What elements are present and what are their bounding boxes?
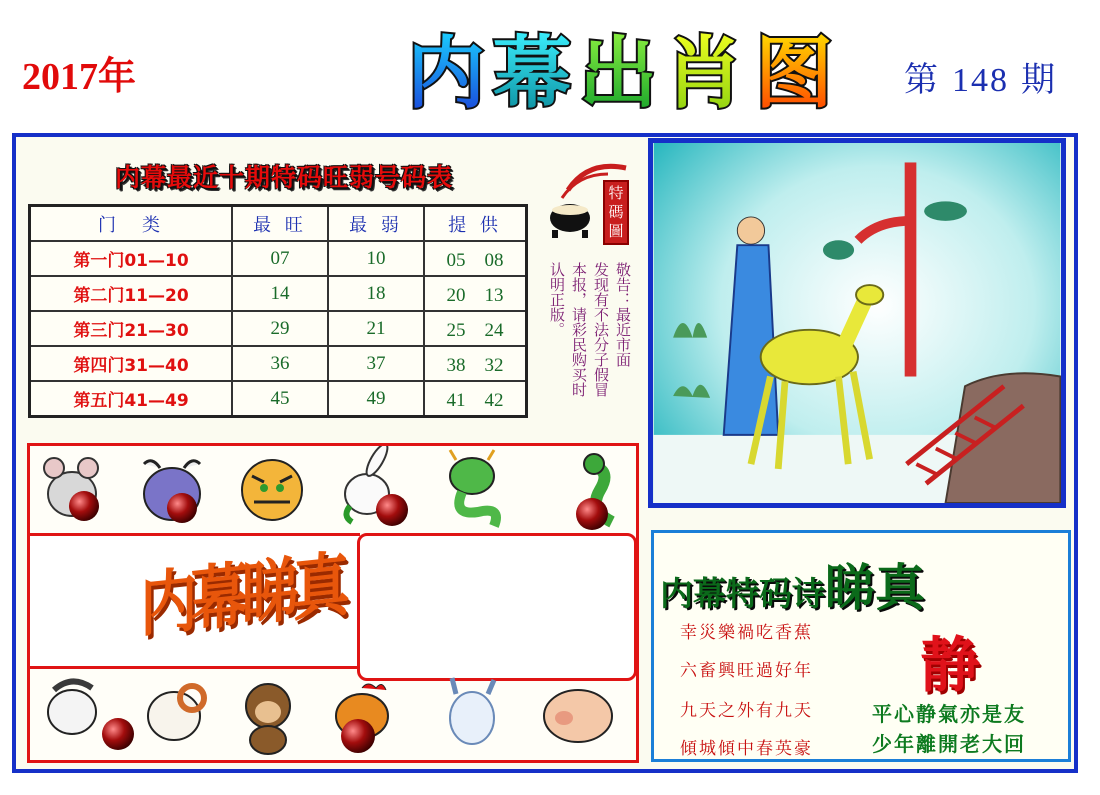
table-row [30, 241, 527, 276]
tiger-icon [242, 460, 302, 520]
verse-line: 平心静氣亦是友 [872, 702, 1026, 726]
hot-value: 07 [232, 241, 328, 276]
poem-title-small: 内幕特码诗 [660, 574, 825, 613]
poem-line: 幸災樂禍吃香蕉 [680, 623, 813, 643]
hot-value: 29 [232, 311, 328, 346]
scene-illustration [648, 138, 1066, 508]
issue-label [898, 52, 1063, 101]
cold-value: 18 [328, 276, 424, 311]
horse-icon [48, 681, 134, 750]
table-row [30, 381, 527, 417]
table-row [30, 311, 527, 346]
cold-value: 10 [328, 241, 424, 276]
poem-title-big: 睇真 [825, 559, 925, 617]
table-title: 内幕最近十期特码旺弱号码表 [115, 163, 454, 192]
notice-col-1: 敬告：最近市面 [614, 262, 632, 367]
dragon-icon [450, 450, 496, 526]
poem-line: 六畜興旺過好年 [680, 661, 813, 681]
notice-col-4: 认明正版。 [548, 262, 566, 337]
cold-value: 37 [328, 346, 424, 381]
door-label: 第五门41—49 [30, 381, 233, 417]
issue-prefix: 第 [904, 62, 940, 99]
hot-value: 14 [232, 276, 328, 311]
provide-value: 41 42 [424, 381, 527, 417]
zodiac-bottom-row [32, 672, 636, 760]
door-label: 第二门11—20 [30, 276, 233, 311]
year-label: 2017年 [22, 56, 137, 98]
stamp-label: 特碼圖 [603, 180, 629, 245]
poem-line: 九天之外有九天 [680, 701, 813, 721]
pig-icon [544, 690, 612, 742]
title-char-1: 内 [407, 29, 486, 110]
rooster-icon [336, 684, 388, 753]
header-cold: 最 弱 [328, 206, 424, 242]
header-hot: 最 旺 [232, 206, 328, 242]
title-banner [405, 28, 845, 110]
goat-icon [148, 686, 204, 740]
mouse-icon [44, 458, 99, 521]
rabbit-icon [345, 446, 408, 526]
table-row [30, 346, 527, 381]
poem-title [660, 548, 925, 620]
provide-value: 38 32 [424, 346, 527, 381]
issue-suffix: 期 [1021, 62, 1057, 99]
poem-line: 傾城傾中春英豪 [680, 739, 813, 759]
snake-icon [576, 454, 612, 530]
answer-box [357, 533, 637, 681]
zodiac-top-row [32, 446, 636, 532]
monkey-icon [246, 684, 290, 754]
title-char-5: 图 [755, 29, 834, 110]
cold-value: 49 [328, 381, 424, 417]
title-char-3: 出 [579, 29, 658, 110]
title-char-2: 幕 [493, 29, 572, 110]
keyword-label: 静 [920, 631, 980, 701]
header-category: 门 类 [30, 206, 233, 242]
table-header-row [30, 206, 527, 242]
title-char-4: 肖 [665, 29, 744, 110]
hot-value: 36 [232, 346, 328, 381]
provide-value: 20 13 [424, 276, 527, 311]
notice-col-3: 本报，请彩民购买时 [570, 262, 588, 397]
provide-value: 25 24 [424, 311, 527, 346]
verse-line: 少年離開老大回 [872, 732, 1026, 756]
table-row [30, 276, 527, 311]
door-label: 第一门01—10 [30, 241, 233, 276]
notice-col-2: 发现有不法分子假冒 [592, 262, 610, 397]
door-label: 第四门31—40 [30, 346, 233, 381]
hot-cold-table [28, 204, 528, 418]
header-provide: 提 供 [424, 206, 527, 242]
hot-value: 45 [232, 381, 328, 417]
zodiac-middle-title: 内幕睇真 [140, 542, 344, 647]
cold-value: 21 [328, 311, 424, 346]
provide-value: 05 08 [424, 241, 527, 276]
ox-icon [144, 461, 200, 523]
dog-icon [450, 678, 494, 744]
door-label: 第三门21—30 [30, 311, 233, 346]
issue-number: 148 [952, 62, 1009, 99]
